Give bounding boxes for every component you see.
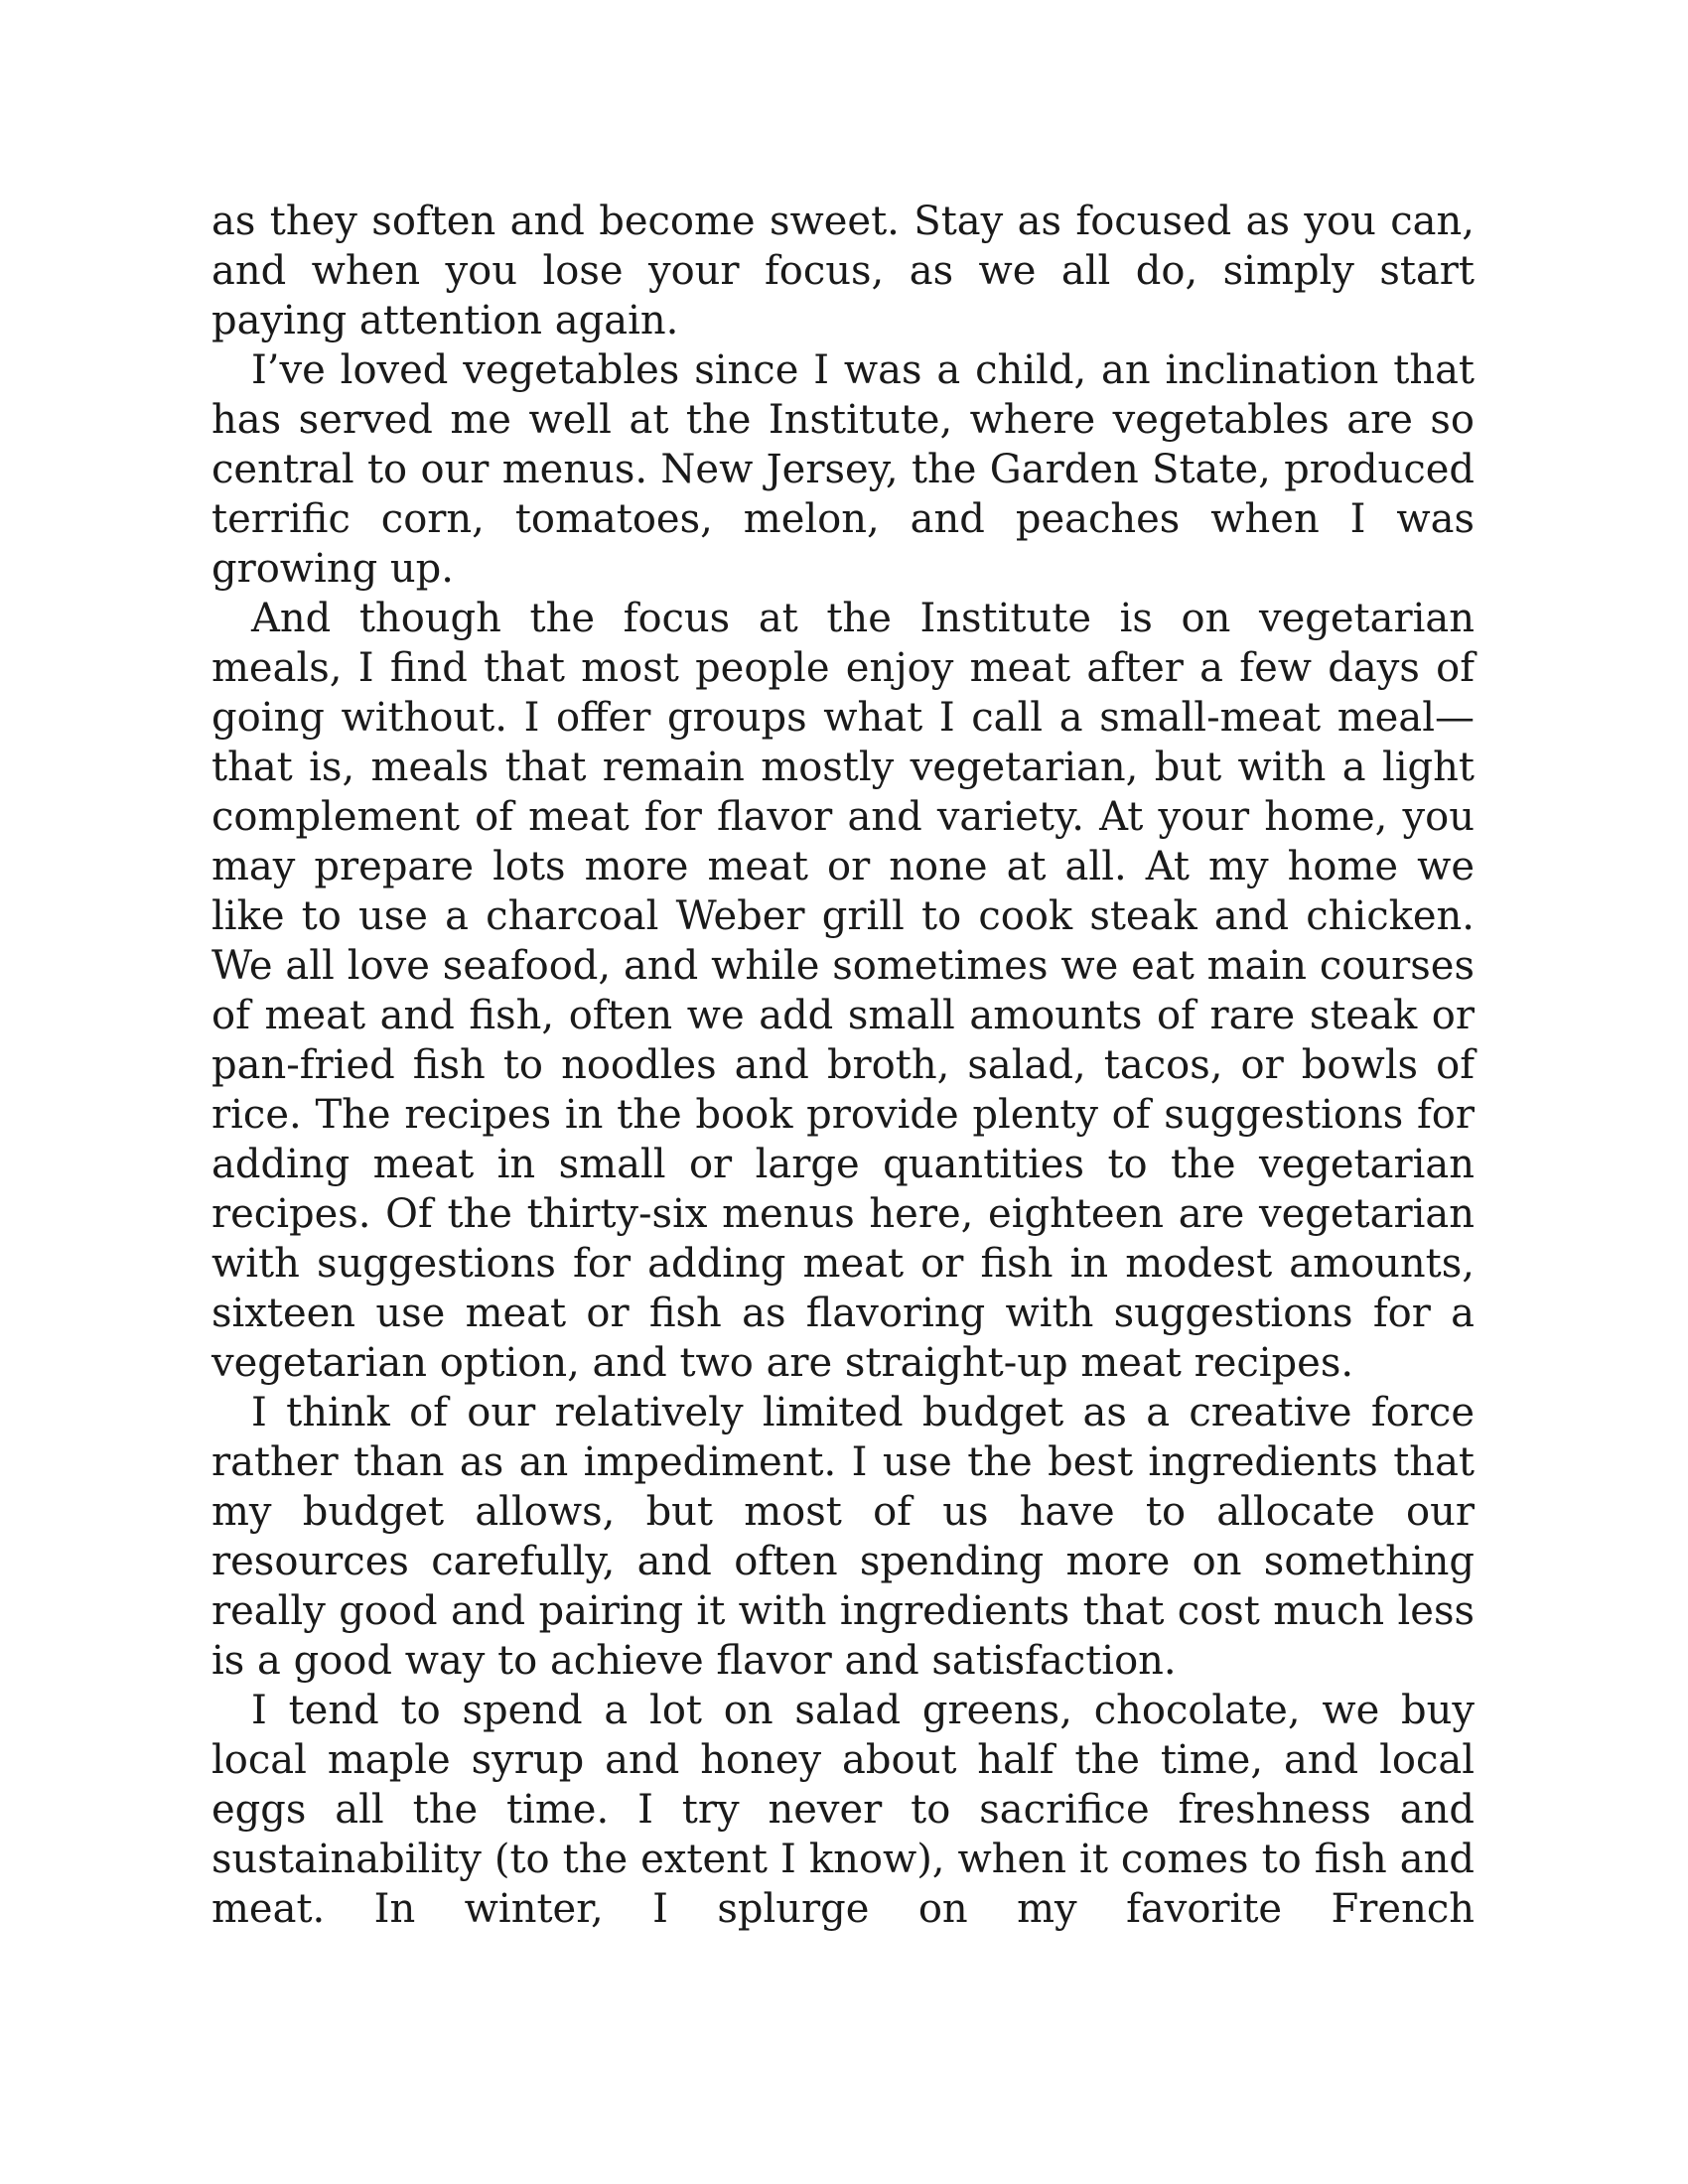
page-body [211,197,1475,1934]
paragraph-2: I’ve loved vegetables since I was a child, an inclination that has served me well at the Institute, where vegetables are so central to our menus. New Jersey, the Garden State, produced terrific corn, tomatoes, melon, and peaches when I was growing up. [211,347,1475,592]
paragraph-5: I tend to spend a lot on salad greens, chocolate, we buy local maple syrup and honey about half the time, and local eggs all the time. I try never to sacrifice freshness and sustainability (to the extent I know), when it comes to fish and meat. In winter, I splurge on my favorite French [211,1688,1475,1932]
paragraph-4: I think of our relatively limited budget as a creative force rather than as an impediment. I use the best ingredients that my budget allows, but most of us have to allocate our resources carefully, and often spending more on something really good and pairing it with ingredients that cost much less is a good way to achieve flavor and satisfaction. [211,1390,1475,1684]
paragraph-1: as they soften and become sweet. Stay as focused as you can, and when you lose your focus, as we all do, simply start paying attention again. [211,199,1475,343]
paragraph-3: And though the focus at the Institute is on vegetarian meals, I find that most people enjoy meat after a few days of going without. I offer groups what I call a small-meat meal—that is, meals that remain mostly vegetarian, but with a light complement of meat for flavor and variety. At your home, you may prepare lots more meat or none at all. At my home we like to use a charcoal Weber grill to cook steak and chicken. We all love seafood, and while sometimes we eat main courses of meat and fish, often we add small amounts of rare steak or pan-fried fish to noodles and broth, salad, tacos, or bowls of rice. The recipes in the book provide plenty of suggestions for adding meat in small or large quantities to the vegetarian recipes. Of the thirty-six menus here, eighteen are vegetarian with suggestions for adding meat or fish in modest amounts, sixteen use meat or fish as flavoring with suggestions for a vegetarian option, and two are straight-up meat recipes. [211,596,1475,1386]
